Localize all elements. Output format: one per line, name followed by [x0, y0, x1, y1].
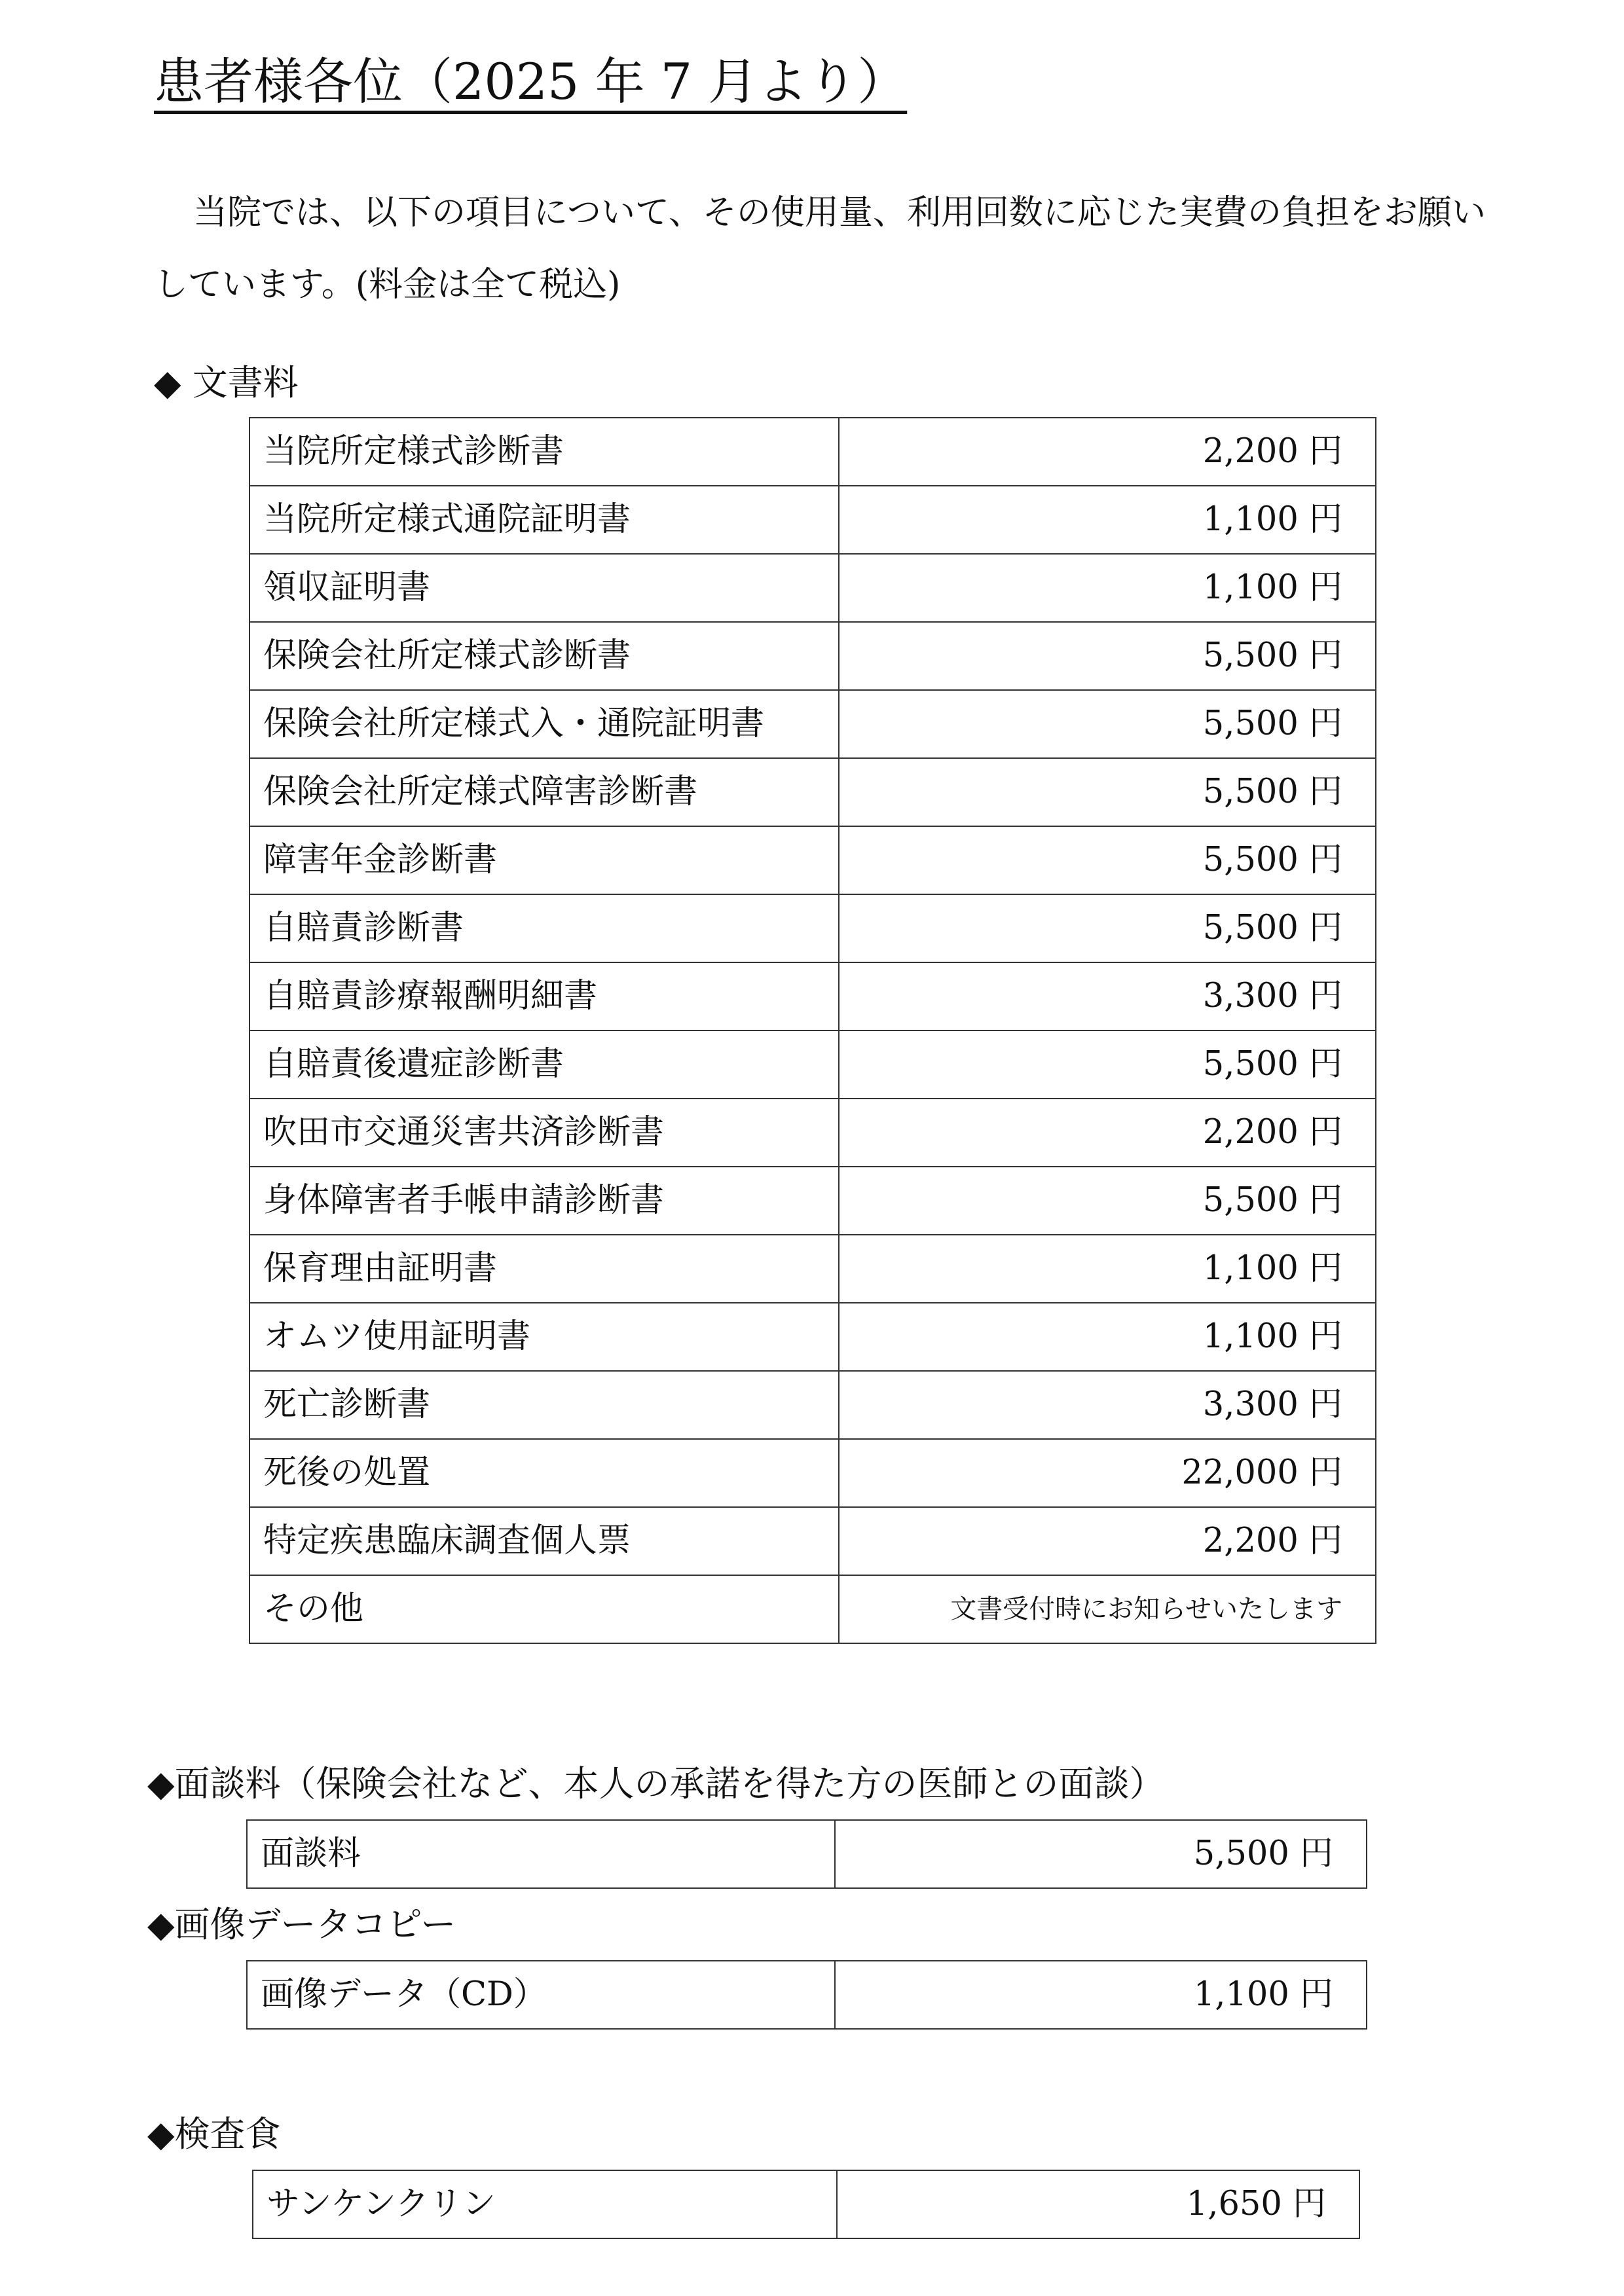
table-row: [249, 826, 1376, 894]
document-price: 5,500 円: [839, 1167, 1376, 1235]
document-price: 5,500 円: [839, 758, 1376, 826]
table-row: [249, 1030, 1376, 1099]
section-heading-documents: ◆ 文書料: [154, 362, 299, 403]
interview-fee-table: [246, 1819, 1367, 1889]
document-price: 5,500 円: [839, 826, 1376, 894]
image-copy-fee-table: [246, 1960, 1367, 2030]
table-row: [249, 1371, 1376, 1439]
document-name: 障害年金診断書: [249, 826, 839, 894]
page-title: 患者様各位（2025 年 7 月より）: [154, 52, 908, 111]
document-name: 死亡診断書: [249, 1371, 839, 1439]
table-row: [249, 1167, 1376, 1235]
interview-name: 面談料: [247, 1820, 835, 1888]
interview-price: 5,500 円: [835, 1820, 1367, 1888]
document-price: 22,000 円: [839, 1439, 1376, 1507]
document-name: 保育理由証明書: [249, 1235, 839, 1303]
image-copy-price: 1,100 円: [835, 1961, 1367, 2029]
image-copy-name: 画像データ（CD）: [247, 1961, 835, 2029]
table-row: [249, 554, 1376, 622]
document-name: オムツ使用証明書: [249, 1303, 839, 1371]
document-name: 自賠責診療報酬明細書: [249, 962, 839, 1030]
document-price: 1,100 円: [839, 486, 1376, 554]
document-name: 当院所定様式通院証明書: [249, 486, 839, 554]
document-price: 1,100 円: [839, 1303, 1376, 1371]
document-name: 特定疾患臨床調査個人票: [249, 1507, 839, 1575]
document-name: 死後の処置: [249, 1439, 839, 1507]
document-price: 5,500 円: [839, 894, 1376, 962]
table-row: [249, 486, 1376, 554]
test-meal-price: 1,650 円: [837, 2170, 1359, 2238]
table-row: [247, 1961, 1367, 2029]
document-price: 3,300 円: [839, 962, 1376, 1030]
document-name: 領収証明書: [249, 554, 839, 622]
table-row: [249, 1507, 1376, 1575]
table-row: [249, 1099, 1376, 1167]
table-row: [249, 894, 1376, 962]
table-row: [249, 1235, 1376, 1303]
document-price: 5,500 円: [839, 690, 1376, 758]
section-heading-test-meal: ◆検査食: [147, 2113, 281, 2155]
section-heading-image-copy: ◆画像データコピー: [147, 1904, 456, 1945]
table-row: [249, 758, 1376, 826]
table-row: [249, 1303, 1376, 1371]
document-price: 2,200 円: [839, 1507, 1376, 1575]
table-row: [253, 2170, 1359, 2238]
document-name: 保険会社所定様式障害診断書: [249, 758, 839, 826]
document-price: 5,500 円: [839, 622, 1376, 690]
document-name: 保険会社所定様式入・通院証明書: [249, 690, 839, 758]
document-name: 吹田市交通災害共済診断書: [249, 1099, 839, 1167]
document-price: 2,200 円: [839, 1099, 1376, 1167]
table-row: [247, 1820, 1367, 1888]
document-name: 保険会社所定様式診断書: [249, 622, 839, 690]
documents-fee-table: [249, 417, 1376, 1644]
document-price: 2,200 円: [839, 418, 1376, 486]
test-meal-name: サンケンクリン: [253, 2170, 837, 2238]
document-name: 当院所定様式診断書: [249, 418, 839, 486]
table-row: [249, 962, 1376, 1030]
document-price: 3,300 円: [839, 1371, 1376, 1439]
table-row: [249, 1439, 1376, 1507]
table-row: [249, 690, 1376, 758]
document-name: 自賠責診断書: [249, 894, 839, 962]
document-name: 身体障害者手帳申請診断書: [249, 1167, 839, 1235]
document-name: 自賠責後遺症診断書: [249, 1030, 839, 1099]
document-price: 1,100 円: [839, 1235, 1376, 1303]
document-price-note: 文書受付時にお知らせいたします: [839, 1575, 1376, 1643]
table-row: [249, 622, 1376, 690]
intro-paragraph: 当院では、以下の項目について、その使用量、利用回数に応じた実費の負担をお願いしています。(料金は全て税込): [154, 193, 1486, 304]
test-meal-fee-table: [252, 2170, 1360, 2239]
section-heading-interview: ◆面談料（保険会社など、本人の承諾を得た方の医師との面談）: [147, 1763, 1165, 1804]
document-price: 5,500 円: [839, 1030, 1376, 1099]
table-row: [249, 1575, 1376, 1643]
document-name: その他: [249, 1575, 839, 1643]
document-price: 1,100 円: [839, 554, 1376, 622]
table-row: [249, 418, 1376, 486]
